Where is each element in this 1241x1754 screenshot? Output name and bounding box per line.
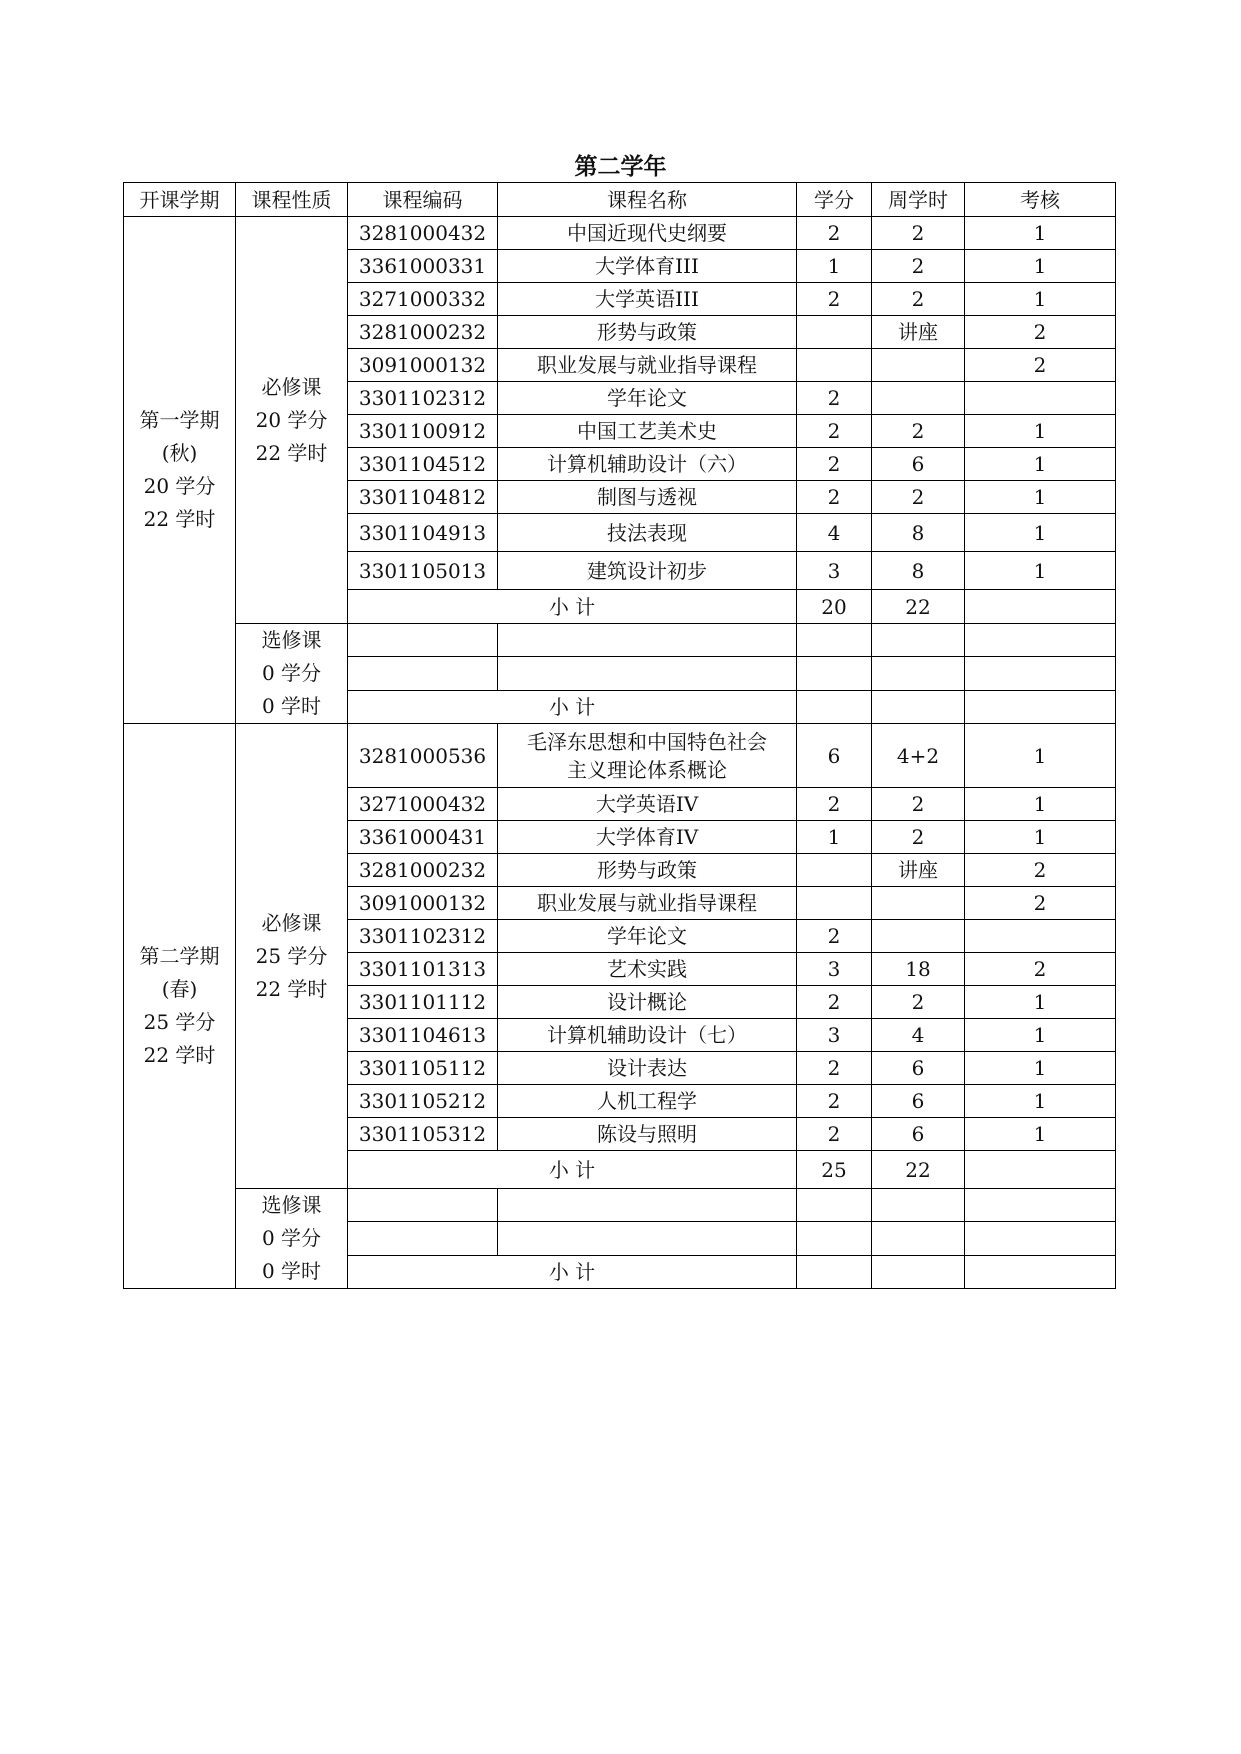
semester-hours: 22 学时 xyxy=(143,1043,216,1067)
course-exam: 1 xyxy=(965,1118,1116,1151)
semester-label: 第一学期 xyxy=(139,408,220,432)
header-row xyxy=(124,183,1116,217)
header-semester: 开课学期 xyxy=(124,183,236,217)
course-exam: 1 xyxy=(965,514,1116,552)
course-credit xyxy=(797,887,872,920)
course-hours: 6 xyxy=(872,1085,965,1118)
course-code: 3281000232 xyxy=(348,854,498,887)
course-type-cell xyxy=(236,1189,348,1289)
semester-hours: 22 学时 xyxy=(143,507,216,531)
course-name: 职业发展与就业指导课程 xyxy=(498,349,797,382)
course-hours: 8 xyxy=(872,552,965,590)
semester-season: (秋) xyxy=(161,441,198,465)
course-credit: 1 xyxy=(797,250,872,283)
course-code: 3091000132 xyxy=(348,349,498,382)
course-type-hours: 22 学时 xyxy=(255,440,328,465)
subtotal-hours xyxy=(872,690,965,723)
course-code: 3361000431 xyxy=(348,821,498,854)
course-name: 学年论文 xyxy=(498,382,797,415)
semester-credits: 25 学分 xyxy=(143,1010,216,1034)
course-code: 3271000332 xyxy=(348,283,498,316)
course-code: 3301104812 xyxy=(348,481,498,514)
course-name: 人机工程学 xyxy=(498,1085,797,1118)
course-code: 3271000432 xyxy=(348,788,498,821)
course-exam: 2 xyxy=(965,953,1116,986)
course-code: 3301105112 xyxy=(348,1052,498,1085)
course-credit: 2 xyxy=(797,382,872,415)
course-type-credits: 0 学分 xyxy=(261,661,322,685)
subtotal-exam xyxy=(965,1255,1116,1288)
course-code: 3301101313 xyxy=(348,953,498,986)
course-code: 3301100912 xyxy=(348,415,498,448)
semester-cell xyxy=(124,724,236,1289)
course-hours: 讲座 xyxy=(872,854,965,887)
course-exam: 1 xyxy=(965,986,1116,1019)
subtotal-hours: 22 xyxy=(872,590,965,624)
course-hours: 2 xyxy=(872,250,965,283)
course-exam: 1 xyxy=(965,1052,1116,1085)
course-type-hours: 0 学时 xyxy=(261,694,322,718)
subtotal-label: 小 计 xyxy=(348,590,797,624)
course-exam: 2 xyxy=(965,349,1116,382)
course-exam xyxy=(965,920,1116,953)
course-exam: 1 xyxy=(965,821,1116,854)
course-credit: 2 xyxy=(797,448,872,481)
course-code: 3301105212 xyxy=(348,1085,498,1118)
course-hours xyxy=(872,1189,965,1222)
course-name: 大学英语III xyxy=(498,283,797,316)
course-credit xyxy=(797,349,872,382)
course-exam: 1 xyxy=(965,481,1116,514)
course-credit: 3 xyxy=(797,552,872,590)
course-exam: 1 xyxy=(965,552,1116,590)
course-credit: 2 xyxy=(797,481,872,514)
subtotal-hours xyxy=(872,1255,965,1288)
course-hours: 讲座 xyxy=(872,316,965,349)
semester-cell xyxy=(124,217,236,724)
course-hours xyxy=(872,657,965,690)
course-name: 毛泽东思想和中国特色社会主义理论体系概论 xyxy=(498,724,797,788)
course-name: 中国近现代史纲要 xyxy=(498,217,797,250)
semester-credits: 20 学分 xyxy=(143,474,216,498)
header-course-type: 课程性质 xyxy=(236,183,348,217)
course-code xyxy=(348,624,498,657)
course-exam xyxy=(965,624,1116,657)
course-credit: 3 xyxy=(797,1019,872,1052)
header-credit: 学分 xyxy=(797,183,872,217)
course-code xyxy=(348,657,498,690)
semester-season: (春) xyxy=(161,977,198,1001)
course-exam: 1 xyxy=(965,217,1116,250)
course-name: 职业发展与就业指导课程 xyxy=(498,887,797,920)
course-exam: 1 xyxy=(965,1019,1116,1052)
course-hours: 2 xyxy=(872,283,965,316)
course-name: 设计概论 xyxy=(498,986,797,1019)
course-credit: 2 xyxy=(797,1118,872,1151)
course-hours: 2 xyxy=(872,415,965,448)
course-name: 大学体育III xyxy=(498,250,797,283)
course-credit xyxy=(797,316,872,349)
course-exam: 2 xyxy=(965,854,1116,887)
subtotal-label: 小 计 xyxy=(348,1255,797,1288)
subtotal-hours: 22 xyxy=(872,1151,965,1189)
course-exam xyxy=(965,657,1116,690)
course-type-cell xyxy=(236,624,348,724)
course-type-cell xyxy=(236,724,348,1189)
course-credit xyxy=(797,854,872,887)
course-hours xyxy=(872,1222,965,1255)
subtotal-label: 小 计 xyxy=(348,690,797,723)
course-code: 3281000536 xyxy=(348,724,498,788)
course-code: 3281000432 xyxy=(348,217,498,250)
course-name: 设计表达 xyxy=(498,1052,797,1085)
header-weekly-hours: 周学时 xyxy=(872,183,965,217)
course-name: 建筑设计初步 xyxy=(498,552,797,590)
course-type-label: 选修课 xyxy=(261,628,322,652)
course-type-credits: 20 学分 xyxy=(255,407,328,432)
subtotal-credit xyxy=(797,690,872,723)
course-type-cell xyxy=(236,217,348,624)
course-type-label: 必修课 xyxy=(261,910,322,935)
course-code: 3091000132 xyxy=(348,887,498,920)
course-code: 3301104913 xyxy=(348,514,498,552)
course-name: 形势与政策 xyxy=(498,316,797,349)
course-hours: 18 xyxy=(872,953,965,986)
subtotal-credit: 25 xyxy=(797,1151,872,1189)
course-name: 陈设与照明 xyxy=(498,1118,797,1151)
course-code: 3361000331 xyxy=(348,250,498,283)
course-name: 大学体育IV xyxy=(498,821,797,854)
course-type-hours: 22 学时 xyxy=(255,976,328,1001)
course-hours xyxy=(872,887,965,920)
subtotal-label: 小 计 xyxy=(348,1151,797,1189)
course-hours: 8 xyxy=(872,514,965,552)
course-credit: 4 xyxy=(797,514,872,552)
course-hours xyxy=(872,349,965,382)
course-exam xyxy=(965,1189,1116,1222)
page-title: 第二学年 xyxy=(574,154,667,180)
course-type-hours: 0 学时 xyxy=(261,1259,322,1283)
header-course-name: 课程名称 xyxy=(498,183,797,217)
subtotal-exam xyxy=(965,1151,1116,1189)
course-credit: 1 xyxy=(797,821,872,854)
course-hours xyxy=(872,624,965,657)
course-exam xyxy=(965,1222,1116,1255)
semester-label: 第二学期 xyxy=(139,944,220,968)
course-exam: 1 xyxy=(965,448,1116,481)
course-hours: 2 xyxy=(872,986,965,1019)
course-name: 计算机辅助设计（六） xyxy=(498,448,797,481)
course-credit xyxy=(797,657,872,690)
course-exam: 2 xyxy=(965,887,1116,920)
course-type-credits: 0 学分 xyxy=(261,1226,322,1250)
table-row xyxy=(124,724,1116,788)
course-credit: 2 xyxy=(797,788,872,821)
course-hours xyxy=(872,920,965,953)
course-hours xyxy=(872,382,965,415)
course-credit xyxy=(797,624,872,657)
course-exam: 1 xyxy=(965,1085,1116,1118)
course-type-label: 必修课 xyxy=(261,374,322,399)
course-hours: 4 xyxy=(872,1019,965,1052)
course-name: 计算机辅助设计（七） xyxy=(498,1019,797,1052)
course-credit: 2 xyxy=(797,1085,872,1118)
course-type-label: 选修课 xyxy=(261,1193,322,1217)
course-credit: 2 xyxy=(797,283,872,316)
course-hours: 2 xyxy=(872,481,965,514)
course-code: 3301102312 xyxy=(348,382,498,415)
course-name xyxy=(498,1222,797,1255)
course-credit: 2 xyxy=(797,920,872,953)
course-code xyxy=(348,1222,498,1255)
course-credit: 2 xyxy=(797,217,872,250)
course-name: 大学英语IV xyxy=(498,788,797,821)
course-hours: 2 xyxy=(872,788,965,821)
course-exam: 1 xyxy=(965,788,1116,821)
course-exam: 1 xyxy=(965,250,1116,283)
course-type-credits: 25 学分 xyxy=(255,943,328,968)
header-exam: 考核 xyxy=(965,183,1116,217)
course-name: 形势与政策 xyxy=(498,854,797,887)
course-credit: 2 xyxy=(797,415,872,448)
course-code: 3301104613 xyxy=(348,1019,498,1052)
course-name: 中国工艺美术史 xyxy=(498,415,797,448)
course-hours: 6 xyxy=(872,1052,965,1085)
course-credit xyxy=(797,1189,872,1222)
course-credit: 3 xyxy=(797,953,872,986)
course-hours: 2 xyxy=(872,821,965,854)
elective-row xyxy=(124,1189,1116,1222)
course-code: 3301105312 xyxy=(348,1118,498,1151)
course-name: 学年论文 xyxy=(498,920,797,953)
course-credit: 2 xyxy=(797,1052,872,1085)
subtotal-credit xyxy=(797,1255,872,1288)
header-course-code: 课程编码 xyxy=(348,183,498,217)
course-code xyxy=(348,1189,498,1222)
course-name: 艺术实践 xyxy=(498,953,797,986)
table-row xyxy=(124,217,1116,250)
course-exam: 1 xyxy=(965,724,1116,788)
course-exam: 2 xyxy=(965,316,1116,349)
course-code: 3301101112 xyxy=(348,986,498,1019)
course-hours: 6 xyxy=(872,448,965,481)
course-name xyxy=(498,657,797,690)
subtotal-credit: 20 xyxy=(797,590,872,624)
course-credit xyxy=(797,1222,872,1255)
course-name: 制图与透视 xyxy=(498,481,797,514)
course-credit: 6 xyxy=(797,724,872,788)
course-name xyxy=(498,1189,797,1222)
course-hours: 4+2 xyxy=(872,724,965,788)
course-exam: 1 xyxy=(965,283,1116,316)
course-name xyxy=(498,624,797,657)
elective-row xyxy=(124,624,1116,657)
course-exam: 1 xyxy=(965,415,1116,448)
course-code: 3301105013 xyxy=(348,552,498,590)
curriculum-table xyxy=(123,182,1116,1289)
course-hours: 2 xyxy=(872,217,965,250)
course-code: 3301104512 xyxy=(348,448,498,481)
course-code: 3281000232 xyxy=(348,316,498,349)
course-code: 3301102312 xyxy=(348,920,498,953)
course-exam xyxy=(965,382,1116,415)
subtotal-exam xyxy=(965,690,1116,723)
course-name: 技法表现 xyxy=(498,514,797,552)
course-hours: 6 xyxy=(872,1118,965,1151)
subtotal-exam xyxy=(965,590,1116,624)
course-credit: 2 xyxy=(797,986,872,1019)
